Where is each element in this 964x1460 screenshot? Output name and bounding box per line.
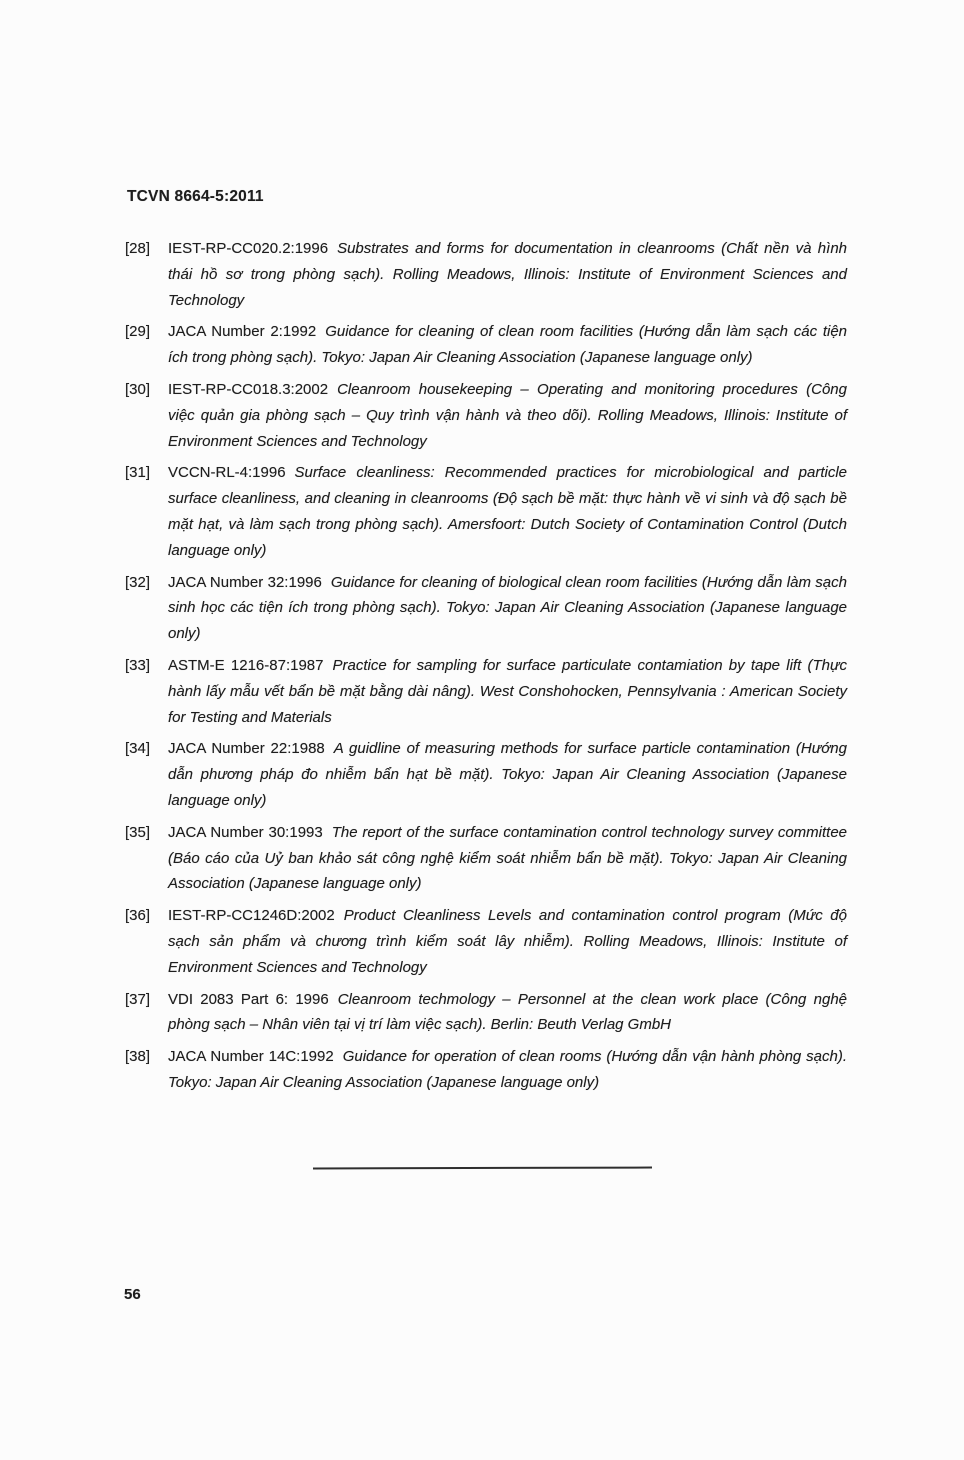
reference-body xyxy=(168,460,847,563)
reference-title: The report of the surface contamination control technology survey committee (Báo cáo của Uỷ ban khảo sát công nghệ kiểm soát nhiễm bẩn bề mặt). Tokyo: Japan Air Cleaning Association (Japanese language only) xyxy=(168,823,848,893)
page-number: 56 xyxy=(124,1286,141,1303)
reference-number: [31] xyxy=(125,464,151,482)
reference-code: JACA Number 22:1988 xyxy=(168,740,325,758)
reference-code: JACA Number 14C:1992 xyxy=(168,1048,334,1066)
reference-code: ASTM-E 1216-87:1987 xyxy=(168,656,324,674)
reference-code: JACA Number 2:1992 xyxy=(168,323,317,341)
reference-entry xyxy=(125,570,847,647)
section-divider xyxy=(313,1167,652,1170)
reference-number: [36] xyxy=(125,907,151,925)
reference-title: Guidance for operation of clean rooms (Hướng dẫn vận hành phòng sạch). Tokyo: Japan Air Cleaning Association (Japanese language only) xyxy=(168,1048,847,1091)
reference-code: VDI 2083 Part 6: 1996 xyxy=(168,990,329,1008)
reference-entry xyxy=(125,319,847,371)
document-header: TCVN 8664-5:2011 xyxy=(127,188,264,205)
reference-body xyxy=(168,903,847,980)
reference-title: Guidance for cleaning of clean room facilities (Hướng dẫn làm sạch các tiện ích trong phòng sạch). Tokyo: Japan Air Cleaning Association (Japanese language only) xyxy=(168,323,847,367)
reference-code: JACA Number 32:1996 xyxy=(168,573,322,591)
references-list xyxy=(125,236,847,1102)
reference-title: Substrates and forms for documentation in cleanrooms (Chất nền và hình thái hồ sơ trong phòng sạch). Rolling Meadows, Illinois: Institute of Environment Sciences and Technology xyxy=(168,240,847,309)
reference-number: [37] xyxy=(125,990,151,1008)
reference-entry xyxy=(125,1044,847,1096)
reference-code: IEST-RP-CC020.2:1996 xyxy=(168,240,329,257)
reference-body xyxy=(168,236,847,313)
reference-body xyxy=(168,570,847,647)
reference-title: Cleanroom housekeeping – Operating and monitoring procedures (Công việc quản gia phòng sạch – Quy trình vận hành và theo dõi). Rolling Meadows, Illinois: Institute of Environment Sciences and Technology xyxy=(168,380,847,450)
reference-number: [32] xyxy=(125,573,151,591)
reference-body xyxy=(168,820,847,897)
reference-title: Practice for sampling for surface particulate contamiation by tape lift (Thực hành lấy mẫu vết bẩn bề mặt bằng dài nâng). West Conshohocken, Pennsylvania : American Society for Testing and Materials xyxy=(168,656,847,726)
reference-number: [30] xyxy=(125,380,151,398)
reference-title: A guidline of measuring methods for surface particle contamination (Hướng dẫn phương pháp đo nhiễm bẩn hạt bề mặt). Tokyo: Japan Air Cleaning Association (Japanese language only) xyxy=(168,740,847,809)
reference-number: [35] xyxy=(125,823,151,841)
reference-code: IEST-RP-CC018.3:2002 xyxy=(168,380,329,398)
reference-entry xyxy=(125,377,847,454)
reference-number: [38] xyxy=(125,1048,151,1066)
reference-entry xyxy=(125,653,847,730)
reference-body xyxy=(168,1044,847,1096)
reference-body xyxy=(168,987,847,1039)
reference-entry xyxy=(125,460,847,563)
reference-body xyxy=(168,653,847,730)
reference-entry xyxy=(125,820,847,897)
reference-entry xyxy=(125,736,847,813)
reference-title: Product Cleanliness Levels and contamination control program (Mức độ sạch sản phẩm và chương trình kiểm soát lây nhiễm). Rolling Meadows, Illinois: Institute of Environment Sciences and Technology xyxy=(168,907,847,976)
reference-body xyxy=(168,319,847,371)
reference-number: [34] xyxy=(125,740,151,758)
reference-code: IEST-RP-CC1246D:2002 xyxy=(168,907,335,925)
reference-code: VCCN-RL-4:1996 xyxy=(168,464,286,482)
reference-number: [28] xyxy=(125,240,151,257)
reference-body xyxy=(168,377,847,454)
reference-entry xyxy=(125,987,847,1039)
reference-title: Surface cleanliness: Recommended practices for microbiological and particle surface cleanliness, and cleaning in cleanrooms (Độ sạch bề mặt: thực hành về vi sinh và độ sạch bề mặt hạt, và làm sạch trong phòng sạch). Amersfoort: Dutch Society of Contamination Control (Dutch language only) xyxy=(168,464,847,559)
reference-entry xyxy=(125,903,847,980)
reference-number: [29] xyxy=(125,323,151,341)
reference-number: [33] xyxy=(125,656,151,674)
reference-code: JACA Number 30:1993 xyxy=(168,823,323,841)
reference-title: Cleanroom techmology – Personnel at the clean work place (Công nghệ phòng sạch – Nhân viên tại vị trí làm việc sạch). Berlin: Beuth Verlag GmbH xyxy=(168,990,848,1034)
reference-body xyxy=(168,736,847,813)
reference-entry xyxy=(125,236,847,313)
reference-title: Guidance for cleaning of biological clean room facilities (Hướng dẫn làm sạch sinh học các tiện ích trong phòng sạch). Tokyo: Japan Air Cleaning Association (Japanese language only) xyxy=(168,573,847,643)
